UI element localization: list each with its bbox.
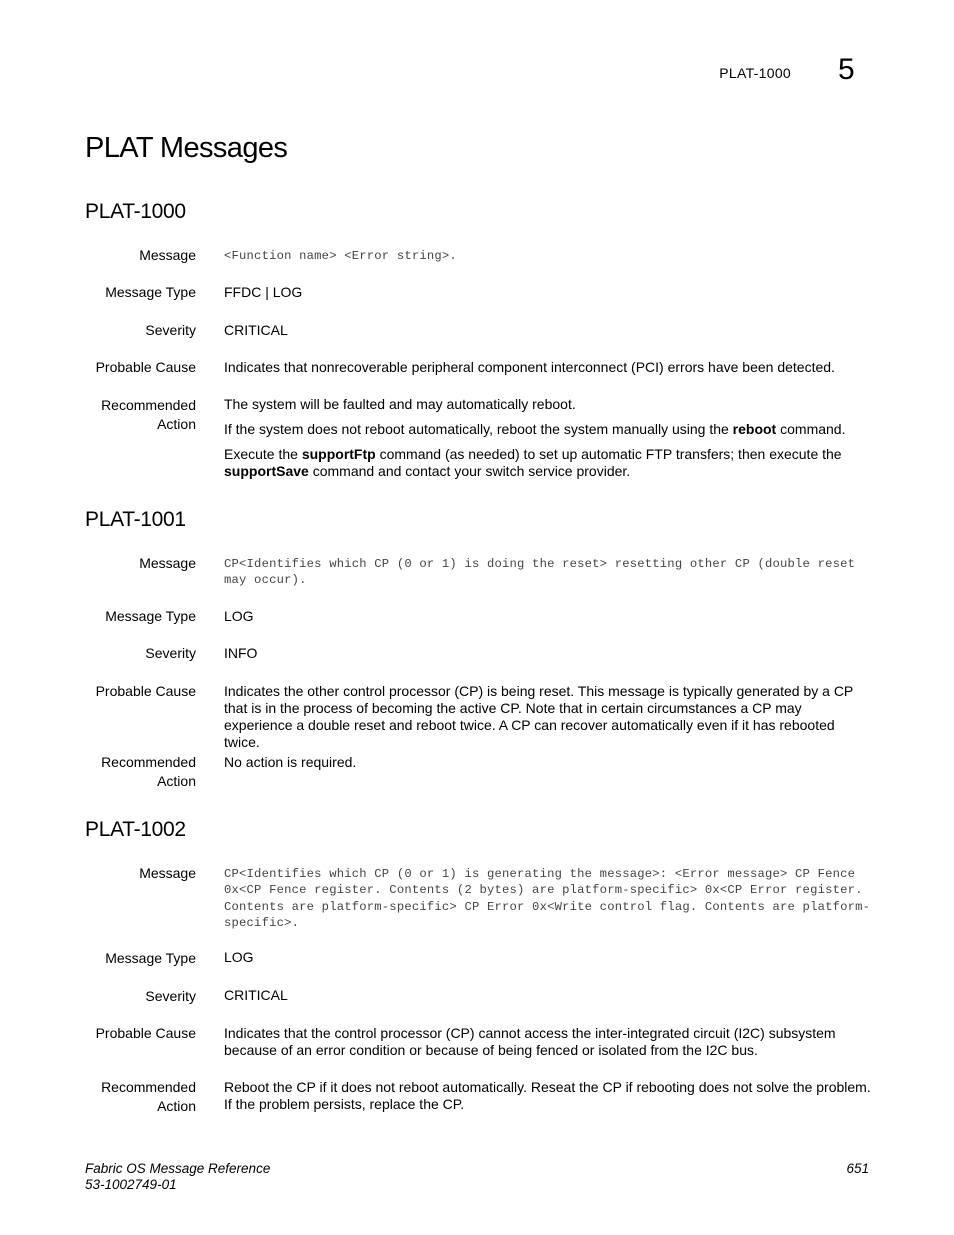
- footer-doc-info: [85, 1161, 270, 1193]
- recommended-action-label: [56, 396, 196, 434]
- recommended-action-label-line1: Recommended: [101, 1079, 196, 1095]
- command-supportsave: supportSave: [224, 463, 309, 479]
- probable-cause-text: Indicates that nonrecoverable peripheral component interconnect (PCI) errors have been detected.: [224, 359, 835, 375]
- recommended-action-label: [56, 1078, 196, 1116]
- recommended-action-text: [224, 396, 874, 480]
- probable-cause-text: Indicates that the control processor (CP) cannot access the inter-integrated circuit (I2C) subsystem because of an error condition or because of being fenced or isolated from the I2C bus.: [224, 1025, 836, 1058]
- severity-label: Severity: [145, 988, 196, 1004]
- message-type-label: Message Type: [105, 608, 196, 624]
- recommended-action-label-line2: Action: [157, 416, 196, 432]
- action-text: If the system does not reboot automatically, reboot the system manually using the: [224, 421, 733, 437]
- message-type-label: Message Type: [105, 284, 196, 300]
- message-type-label: Message Type: [105, 950, 196, 966]
- section-title: PLAT-1002: [85, 818, 186, 841]
- probable-cause-label: Probable Cause: [95, 683, 196, 699]
- chapter-number: 5: [838, 53, 855, 86]
- action-paragraph: The system will be faulted and may automatically reboot.: [224, 396, 576, 412]
- message-type-value: LOG: [224, 608, 254, 624]
- probable-cause-label: Probable Cause: [95, 1025, 196, 1041]
- action-text: command and contact your switch service provider.: [308, 463, 631, 479]
- page-title: PLAT Messages: [85, 132, 288, 164]
- running-header-label: PLAT-1000: [719, 65, 791, 81]
- message-text: <Function name> <Error string>.: [224, 249, 457, 263]
- recommended-action-label-line2: Action: [157, 1098, 196, 1114]
- recommended-action-label-line1: Recommended: [101, 754, 196, 770]
- action-paragraph: [224, 446, 874, 480]
- message-label: Message: [139, 555, 196, 571]
- action-text: Execute the: [224, 446, 302, 462]
- recommended-action-text: Reboot the CP if it does not reboot automatically. Reseat the CP if rebooting does not solve the problem. If the problem persists, replace the CP.: [224, 1079, 871, 1112]
- probable-cause-label: Probable Cause: [95, 359, 196, 375]
- message-text: CP<Identifies which CP (0 or 1) is generating the message>: <Error message> CP Fence 0x<CP Fence register. Contents (2 bytes) are platform-specific> 0x<CP Error register. Contents are platform-specific> CP Error 0x<Write control flag. Contents are platform-specific>.: [224, 867, 871, 930]
- recommended-action-label-line1: Recommended: [101, 397, 196, 413]
- recommended-action-label: [56, 753, 196, 791]
- section-title: PLAT-1001: [85, 508, 186, 531]
- severity-label: Severity: [145, 322, 196, 338]
- message-type-value: FFDC | LOG: [224, 284, 303, 300]
- probable-cause-text: Indicates the other control processor (CP) is being reset. This message is typically generated by a CP that is in the process of becoming the active CP. Note that in certain circumstances a CP may experience a double reset and reboot twice. A CP can recover automatically even if it has rebooted twice.: [224, 683, 854, 750]
- recommended-action-text: No action is required.: [224, 754, 357, 770]
- severity-value: CRITICAL: [224, 987, 288, 1003]
- action-text: command (as needed) to set up automatic FTP transfers; then execute the: [375, 446, 842, 462]
- footer-doc-number: 53-1002749-01: [85, 1177, 177, 1192]
- command-reboot: reboot: [732, 421, 777, 437]
- message-type-value: LOG: [224, 949, 254, 965]
- command-supportftp: supportFtp: [301, 446, 376, 462]
- message-label: Message: [139, 247, 196, 263]
- section-title: PLAT-1000: [85, 200, 186, 223]
- message-label: Message: [139, 865, 196, 881]
- footer-doc-title: Fabric OS Message Reference: [85, 1161, 271, 1176]
- severity-value: CRITICAL: [224, 322, 288, 338]
- footer-page-number: 651: [846, 1161, 869, 1176]
- action-paragraph: [224, 421, 874, 438]
- message-text: CP<Identifies which CP (0 or 1) is doing the reset> resetting other CP (double reset may occur).: [224, 557, 856, 588]
- severity-label: Severity: [145, 645, 196, 661]
- action-text: command.: [776, 421, 846, 437]
- recommended-action-label-line2: Action: [157, 773, 196, 789]
- severity-value: INFO: [224, 645, 258, 661]
